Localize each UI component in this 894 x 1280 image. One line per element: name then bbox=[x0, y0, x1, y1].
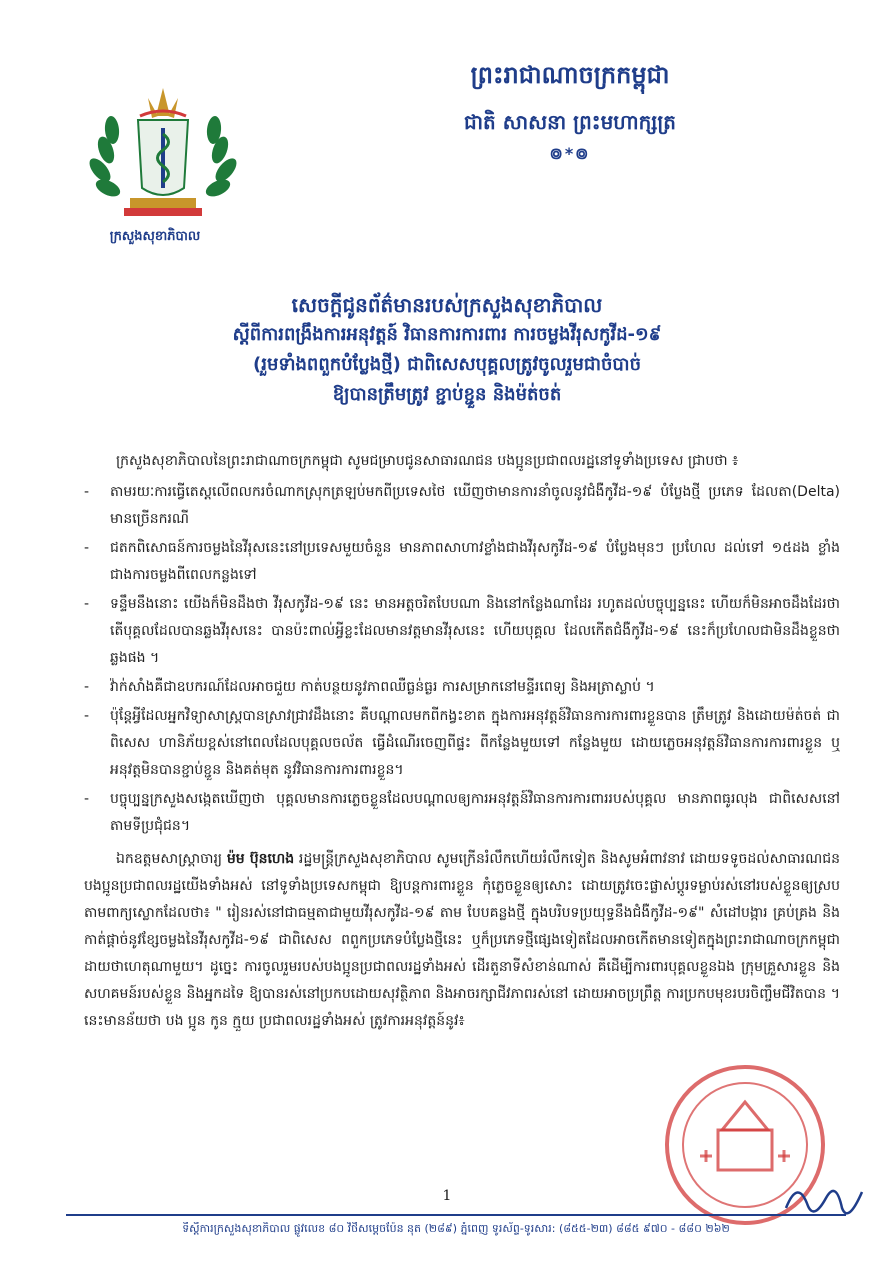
bullet-dash: - bbox=[84, 540, 90, 556]
bullet-dash: - bbox=[84, 596, 90, 612]
title-line-4: ឱ្យបានត្រឹមត្រូវ ខ្ជាប់ខ្ជួន និងម៉ត់ចត់ bbox=[332, 384, 562, 405]
title-line-1: សេចក្តីជូនព័ត៌មានរបស់ក្រសួងសុខាភិបាល bbox=[291, 293, 603, 317]
ministry-emblem-icon bbox=[78, 70, 248, 230]
bullet-text: ប៉ុន្តែអ្វីដែលអ្នកវិទ្យាសាស្ត្របានស្រាវជ្រាវដឹងនោះ គឺបណ្តាលមកពីកង្វះខាត ក្នុងការអនុវត្តន៍វិធានការការពារខ្លួនបាន ត្រឹមត្រូវ និងដោយម៉ត់ចត់ ជាពិសេស ហានិភ័យខ្ពស់នៅពេលដែលបុគ្គលចល័ត ធ្វើដំណើរចេញពីផ្ទះ ពីកន្លែងមួយទៅ កន្លែងមួយ ដោយភ្លេចអនុវត្តន៍វិធានការការពារខ្លួន ឬអនុវត្តមិនបានខ្ជាប់ខ្ជួន និងគត់មុត នូវវិធានការការពារខ្លួន។ bbox=[110, 708, 840, 778]
document-body bbox=[84, 448, 840, 1039]
minister-name: ម៉ម ប៊ុនហេង bbox=[226, 851, 295, 867]
footer-address: ទីស្តីការក្រសួងសុខាភិបាល ផ្លូវលេខ ៨០ វិថីសម្តេចប៉ែន នុត (២៨៩) ភ្នំពេញ ទូរស័ព្ទ-ទូរសារ: (៨៥៥-២៣) ៨៨៥ ៩៧០ - ៨៨០ ២៦២ bbox=[182, 1222, 730, 1235]
bullet-text: បច្ចុប្បន្នក្រសួងសង្កេតឃើញថា បុគ្គលមានការភ្លេចខ្លួនដែលបណ្តាលឲ្យការអនុវត្តន៍វិធានការការពាររបស់បុគ្គល មានភាពធូរលុង ជាពិសេសនៅតាមទីប្រជុំជន។ bbox=[110, 791, 840, 834]
kingdom-motto: ជាតិ សាសនា ព្រះមហាក្សត្រ bbox=[464, 110, 676, 134]
kingdom-title: ព្រះរាជាណាចក្រកម្ពុជា bbox=[470, 61, 670, 89]
bullet-text: ទន្ទឹមនឹងនោះ យើងក៏មិនដឹងថា វីរុសកូវីដ-១៩ នេះ មានអត្តចរិតបែបណា និងនៅកន្លែងណាដែរ រហូតដល់បច្ចុប្បន្ននេះ ហើយក៏មិនអាចដឹងដែរថា តើបុគ្គលដែលបានឆ្លងវីរុសនេះ បានប៉ះពាល់អ្វីខ្លះដែលមានវត្តមានវីរុសនេះ ហើយបុគ្គល ដែលកើតជំងឺកូវីដ-១៩ នេះក៏ប្រហែលជាមិនដឹងខ្លួនថាឆ្លងផង ។ bbox=[110, 596, 840, 666]
bullet-text: តាមរយៈការធ្វើតេស្តលើពលករចំណាកស្រុកត្រឡប់មកពីប្រទេសថៃ ឃើញថាមានការនាំចូលនូវជំងឺកូវីដ-១៩ បំប្លែងថ្មី ប្រភេទ ដែលតា(Delta) មានច្រើនករណី bbox=[110, 484, 840, 527]
bullet-dash: - bbox=[84, 791, 90, 807]
bullet-dash: - bbox=[84, 708, 90, 724]
bullet-text: ជតកពិសោធន៍ការចម្លងនៃវីរុសនេះនៅប្រទេសមួយចំនួន មានភាពសាហាវខ្លាំងជាងវីរុសកូវីដ-១៩ បំប្លែងមុនៗ ប្រហែល ដល់ទៅ ១៥ដង ខ្លាំងជាងការចម្លងពីពេលកន្លងទៅ bbox=[110, 540, 840, 583]
list-item bbox=[84, 591, 840, 672]
bullet-text: វ៉ាក់សាំងគឺជាឧបករណ៍ដែលអាចជួយ កាត់បន្ថយនូវភាពឈឺធ្ងន់ធ្ងរ ការសម្រាកនៅមន្ទីរពេទ្យ និងអត្រាស្លាប់ ។ bbox=[110, 679, 655, 695]
list-item bbox=[84, 786, 840, 840]
intro-paragraph: ក្រសួងសុខាភិបាលនៃព្រះរាជាណាចក្រកម្ពុជា សូមជម្រាបជូនសាធារណជន បងប្អូនប្រជាពលរដ្ឋនៅទូទាំងប្រទេស ជ្រាបថា ៖ bbox=[116, 453, 739, 469]
ministry-caption: ក្រសួងសុខាភិបាល bbox=[109, 229, 201, 244]
list-item bbox=[84, 703, 840, 784]
title-line-2: ស្តីពីការពង្រឹងការអនុវត្តន៍ វិធានការការពារ ការចម្លងវីរុសកូវីដ-១៩ bbox=[232, 324, 662, 345]
closing-text: រដ្ឋមន្ត្រីក្រសួងសុខាភិបាល សូមក្រើនរំលឹកហើយរំលឹកទៀត និងសូមអំពាវនាវ ដោយទទូចដល់សាធារណជន បងប្អូនប្រជាពលរដ្ឋយើងទាំងអស់ នៅទូទាំងប្រទេសកម្ពុជា ឱ្យបន្តការពារខ្លួន កុំភ្លេចខ្លួនឲ្យសោះ ដោយត្រូវចេះផ្លាស់ប្តូរទម្លាប់រស់នៅរបស់ខ្លួនឲ្យស្របតាមពាក្យស្លោកដែលថា៖ " រៀនរស់នៅជាធម្មតាជាមួយវីរុសកូវីដ-១៩ តាម បែបគន្លងថ្មី ក្នុងបរិបទប្រយុទ្ធនឹងជំងឺកូវីដ-១៩" សំដៅបង្ការ គ្រប់គ្រង និងកាត់ផ្តាច់នូវខ្សែចម្លងនៃវីរុសកូវីដ-១៩ ជាពិសេស ពពួកប្រភេទបំប្លែងថ្មីនេះ ឬក៏ប្រភេទថ្មីផ្សេងទៀតដែលអាចកើតមានទៀតក្នុងព្រះរាជាណាចក្រកម្ពុជា ដាយថាហេតុណាមួយ។ ដូច្នេះ ការចូលរួមរបស់បងប្អូនប្រជាពលរដ្ឋទាំងអស់ ដើរតួនាទីសំខាន់ណាស់ គឺដើម្បីការពារបុគ្គលខ្លួនឯង ក្រុមគ្រួសារខ្លួន និង សហគមន៍របស់ខ្លួន និងអ្នកដទៃ ឱ្យបានរស់នៅប្រកបដោយសុវត្ថិភាព និងអាចរក្សាជីវភាពរស់នៅ ដោយអាចប្រព្រឹត្ត ការប្រកបមុខរបរចិញ្ចឹមជីវិតបាន ។ នេះមានន័យថា បង ប្អូន កូន ក្មួយ ប្រជាពលរដ្ឋទាំងអស់ ត្រូវការអនុវត្តន៍នូវ៖ bbox=[84, 851, 840, 1029]
list-item bbox=[84, 479, 840, 533]
bullet-list bbox=[84, 479, 840, 840]
closing-paragraph bbox=[84, 846, 840, 1035]
page-number: 1 bbox=[442, 1188, 452, 1204]
footer-divider bbox=[66, 1214, 846, 1216]
document-title bbox=[60, 290, 834, 410]
list-item bbox=[84, 535, 840, 589]
title-line-3: (រួមទាំងពពួកបំប្លែងថ្មី) ជាពិសេសបុគ្គលត្រូវចូលរួមជាចំបាច់ bbox=[253, 354, 641, 375]
bullet-dash: - bbox=[84, 484, 90, 500]
bullet-dash: - bbox=[84, 679, 90, 695]
closing-prefix: ឯកឧត្តមសាស្ត្រាចារ្យ bbox=[116, 851, 223, 867]
kingdom-header bbox=[290, 60, 850, 167]
header-ornament: ៙*៙ bbox=[549, 144, 591, 163]
list-item bbox=[84, 674, 840, 701]
